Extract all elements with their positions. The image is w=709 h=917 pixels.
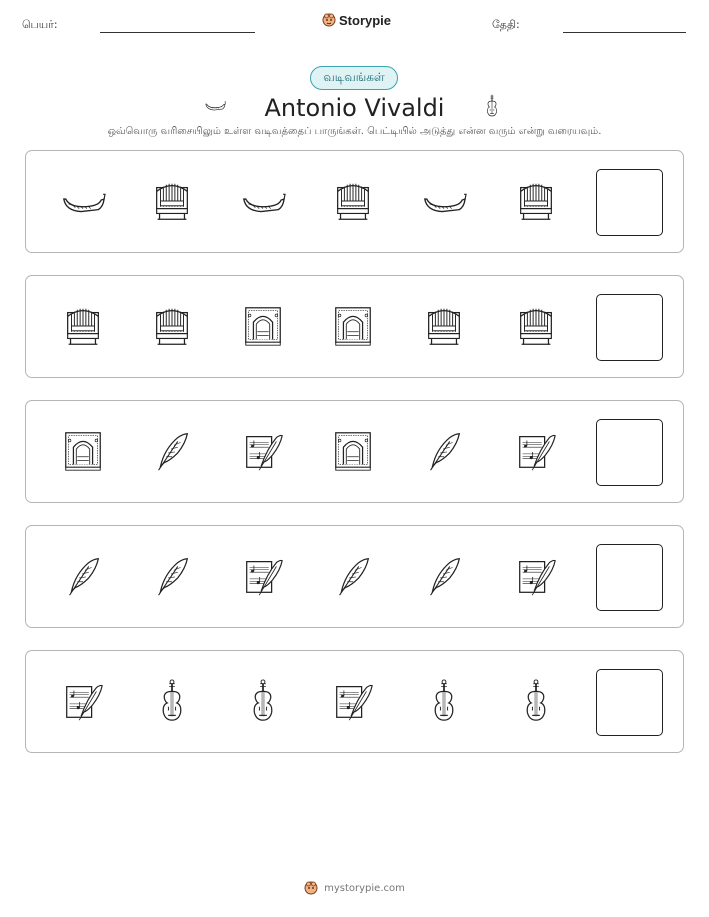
theater-icon bbox=[329, 302, 377, 350]
pattern-row bbox=[25, 275, 684, 378]
answer-box[interactable] bbox=[596, 169, 663, 236]
theater-icon bbox=[59, 427, 107, 475]
brand-name: Storypie bbox=[339, 12, 392, 28]
answer-box[interactable] bbox=[596, 544, 663, 611]
answer-box[interactable] bbox=[596, 294, 663, 361]
answer-box[interactable] bbox=[596, 419, 663, 486]
theater-icon bbox=[329, 427, 377, 475]
footer-url[interactable]: mystorypie.com bbox=[324, 882, 405, 894]
violin-icon bbox=[512, 677, 560, 725]
gondola-icon bbox=[198, 94, 232, 116]
name-label: பெயர்: bbox=[22, 18, 58, 31]
organ-icon bbox=[148, 177, 196, 225]
score-icon bbox=[512, 427, 560, 475]
date-line[interactable] bbox=[563, 32, 686, 33]
category-tag: வடிவங்கள் bbox=[310, 66, 398, 90]
date-label: தேதி: bbox=[492, 18, 520, 31]
quill-icon bbox=[148, 427, 196, 475]
quill-icon bbox=[420, 552, 468, 600]
organ-icon bbox=[148, 302, 196, 350]
page-title: Antonio Vivaldi bbox=[264, 94, 445, 122]
violin-icon bbox=[420, 677, 468, 725]
violin-icon bbox=[148, 677, 196, 725]
quill-icon bbox=[148, 552, 196, 600]
violin-icon bbox=[239, 677, 287, 725]
gondola-icon bbox=[420, 177, 468, 225]
organ-icon bbox=[329, 177, 377, 225]
score-icon bbox=[239, 427, 287, 475]
theater-icon bbox=[239, 302, 287, 350]
name-line[interactable] bbox=[100, 32, 255, 33]
answer-box[interactable] bbox=[596, 669, 663, 736]
organ-icon bbox=[59, 302, 107, 350]
pattern-row bbox=[25, 650, 684, 753]
instructions: ஒவ்வொரு வரிசையிலும் உள்ள வடிவத்தைப் பாருங்கள். பெட்டியில் அடுத்து என்ன வரும் என்று வரையவும். bbox=[107, 126, 602, 137]
organ-icon bbox=[420, 302, 468, 350]
score-icon bbox=[329, 677, 377, 725]
gondola-icon bbox=[239, 177, 287, 225]
pattern-row bbox=[25, 525, 684, 628]
storypie-mascot-icon bbox=[304, 880, 318, 896]
score-icon bbox=[512, 552, 560, 600]
pattern-row bbox=[25, 400, 684, 503]
violin-icon bbox=[480, 90, 504, 122]
quill-icon bbox=[59, 552, 107, 600]
score-icon bbox=[239, 552, 287, 600]
quill-icon bbox=[329, 552, 377, 600]
score-icon bbox=[59, 677, 107, 725]
gondola-icon bbox=[59, 177, 107, 225]
brand-logo bbox=[322, 12, 391, 28]
footer bbox=[0, 880, 709, 896]
organ-icon bbox=[512, 177, 560, 225]
pattern-row bbox=[25, 150, 684, 253]
storypie-mascot-icon bbox=[322, 12, 336, 28]
quill-icon bbox=[420, 427, 468, 475]
organ-icon bbox=[512, 302, 560, 350]
